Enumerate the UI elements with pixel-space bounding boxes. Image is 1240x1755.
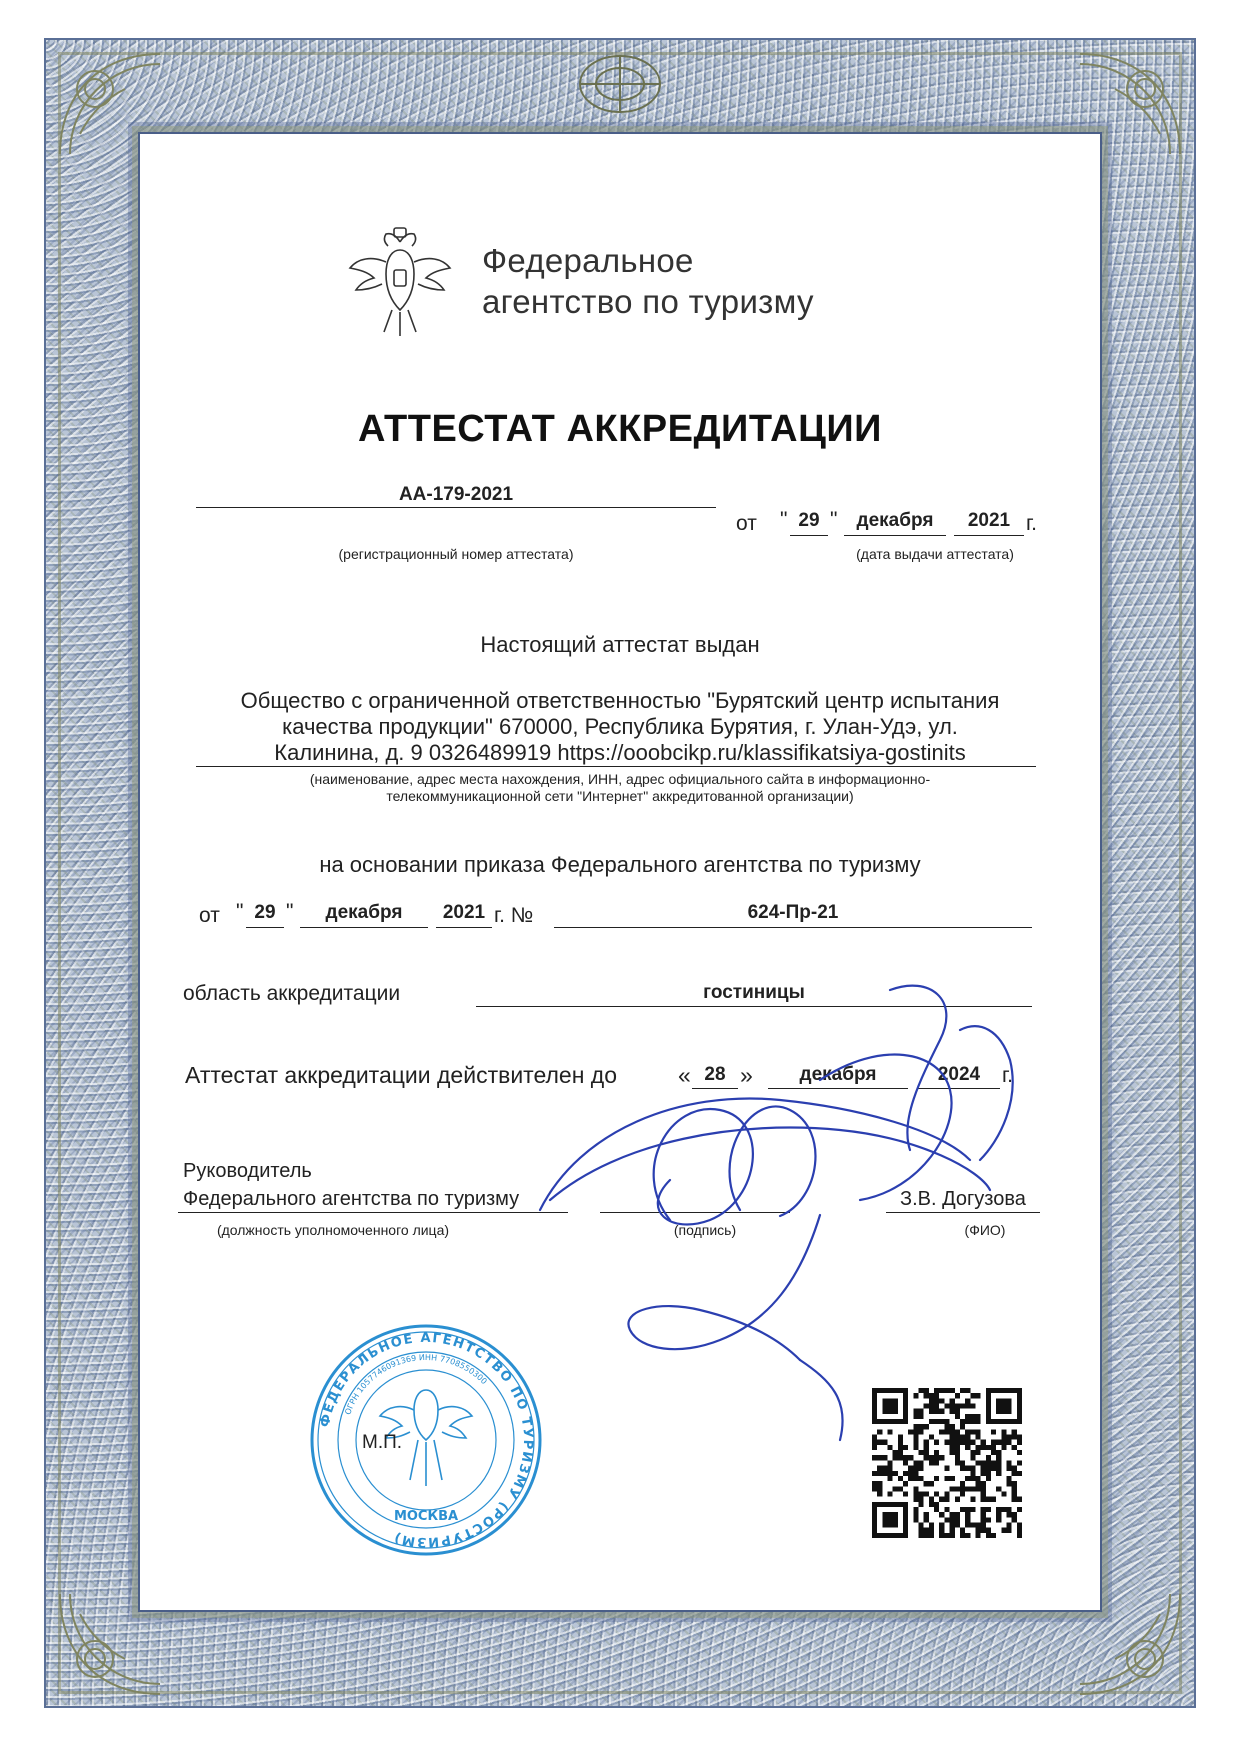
position-line1: Руководитель: [183, 1160, 312, 1182]
reg-number-caption: (регистрационный номер аттестата): [338, 546, 574, 562]
validity-year: 2024: [937, 1064, 981, 1085]
position-line2: Федерального агентства по туризму: [183, 1188, 520, 1210]
agency-name-line2: агентство по туризму: [482, 283, 814, 320]
basis-day-underline: [246, 927, 284, 928]
basis-year: 2021: [442, 902, 486, 923]
official-stamp: [306, 1320, 546, 1560]
basis-from-word: от: [199, 904, 220, 927]
basis-quote-close: ": [286, 900, 294, 923]
basis-year-suffix: г. №: [494, 904, 534, 927]
date-quote-close: ": [830, 508, 838, 531]
date-day-underline: [790, 535, 828, 536]
name-caption: (ФИО): [964, 1222, 1006, 1238]
stamp-inner-text: ОГРН 1057746091369 ИНН 7708550300: [343, 1352, 489, 1416]
signatory-name: З.В. Догузова: [900, 1188, 1026, 1210]
order-number: 624-Пр-21: [747, 902, 839, 923]
position-underline: [178, 1212, 568, 1213]
basis-year-underline: [436, 927, 492, 928]
scope-label: область аккредитации: [183, 982, 401, 1005]
date-quote-open: ": [780, 508, 788, 531]
issue-day: 29: [798, 510, 820, 531]
organization-caption-line2: телекоммуникационной сети "Интернет" аккредитованной организации): [386, 788, 854, 804]
basis-text: на основании приказа Федерального агентства по туризму: [319, 852, 921, 877]
scope-value: гостиницы: [703, 982, 805, 1003]
validity-label: Аттестат аккредитации действителен до: [185, 1062, 617, 1088]
basis-month-underline: [300, 927, 428, 928]
signature-caption: (подпись): [673, 1222, 737, 1238]
organization-underline: [196, 766, 1036, 767]
organization-line3: Калинина, д. 9 0326489919 https://ooobcikp.ru/klassifikatsiya-gostinits: [274, 740, 966, 765]
order-number-underline: [554, 927, 1032, 928]
basis-month: декабря: [325, 902, 403, 923]
issue-year: 2021: [967, 510, 1011, 531]
stamp-mp-label: М.П.: [362, 1432, 403, 1453]
validity-day: 28: [704, 1064, 726, 1085]
organization-line1: Общество с ограниченной ответственностью "Бурятский центр испытания: [240, 688, 1000, 713]
stamp-outer-text: ФЕДЕРАЛЬНОЕ АГЕНТСТВО ПО ТУРИЗМУ (РОСТУРИЗМ): [317, 1330, 536, 1550]
issue-month: декабря: [856, 510, 934, 531]
reg-number: АА-179-2021: [398, 484, 514, 505]
basis-day: 29: [254, 902, 276, 923]
handwritten-signature: [520, 980, 1040, 1450]
basis-quote-open: ": [236, 900, 244, 923]
organization-caption-line1: (наименование, адрес места нахождения, ИНН, адрес официального сайта в информационно-: [309, 771, 931, 787]
reg-number-underline: [196, 507, 716, 508]
issue-date-caption: (дата выдачи аттестата): [856, 546, 1014, 562]
issue-year-suffix: г.: [1026, 512, 1037, 535]
date-from-word: от: [736, 512, 757, 535]
qr-code[interactable]: [872, 1388, 1022, 1538]
validity-year-suffix: г.: [1002, 1064, 1013, 1087]
stamp-city: МОСКВА: [393, 1509, 459, 1524]
validity-quote-close: »: [740, 1062, 753, 1088]
organization-line2: качества продукции" 670000, Республика Бурятия, г. Улан-Удэ, ул.: [282, 714, 958, 739]
coat-of-arms-icon: [345, 222, 455, 340]
agency-name-line1: Федеральное: [482, 242, 694, 279]
document-title: АТТЕСТАТ АККРЕДИТАЦИИ: [357, 408, 882, 450]
validity-month: декабря: [799, 1064, 877, 1085]
date-month-underline: [844, 535, 946, 536]
date-year-underline: [954, 535, 1024, 536]
validity-quote-open: «: [678, 1062, 691, 1088]
issued-to-intro: Настоящий аттестат выдан: [480, 632, 760, 657]
top-ornament: [560, 44, 680, 124]
position-caption: (должность уполномоченного лица): [216, 1222, 450, 1238]
